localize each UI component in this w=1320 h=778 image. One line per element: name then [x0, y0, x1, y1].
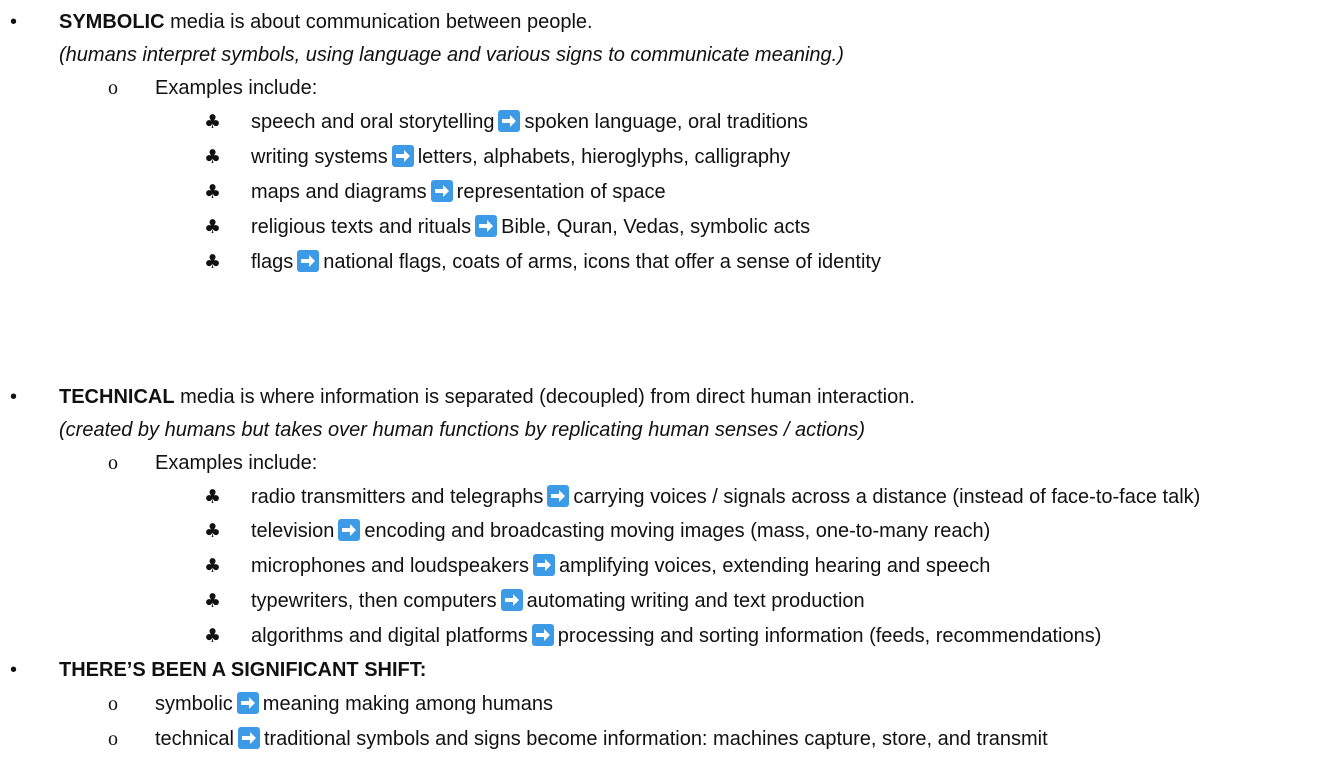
item-left: flags [251, 251, 294, 273]
item-left: technical [155, 728, 234, 750]
bullet-marker: • [10, 386, 18, 408]
right-arrow-icon [237, 692, 259, 714]
technical-note: (created by humans but takes over human functions by replicating human senses / actions) [59, 419, 865, 441]
right-arrow-icon [392, 145, 414, 167]
item-left: radio transmitters and telegraphs [251, 486, 544, 508]
circle-marker: o [108, 693, 118, 715]
item-left: algorithms and digital platforms [251, 625, 528, 647]
shift-heading: THERE’S BEEN A SIGNIFICANT SHIFT: [59, 659, 427, 681]
circle-marker: o [108, 452, 118, 474]
item-right: national flags, coats of arms, icons that offer a sense of identity [323, 251, 881, 273]
item-right: processing and sorting information (feeds, recommendations) [557, 625, 1102, 647]
item-right: traditional symbols and signs become information: machines capture, store, and transmit [263, 728, 1048, 750]
item-right: meaning making among humans [262, 693, 553, 715]
item-left: typewriters, then computers [251, 590, 497, 612]
item-left: writing systems [251, 146, 388, 168]
club-marker: ♣ [204, 216, 222, 238]
item-right: representation of space [456, 181, 666, 203]
club-marker: ♣ [204, 146, 222, 168]
club-marker: ♣ [204, 520, 222, 542]
club-marker: ♣ [204, 625, 222, 647]
item-left: religious texts and rituals [251, 216, 472, 238]
item-right: amplifying voices, extending hearing and speech [558, 555, 991, 577]
symbolic-note: (humans interpret symbols, using language and various signs to communicate meaning.) [59, 44, 844, 66]
circle-marker: o [108, 728, 118, 750]
technical-heading [59, 384, 915, 410]
right-arrow-icon [532, 624, 554, 646]
right-arrow-icon [338, 519, 360, 541]
technical-examples-label: Examples include: [155, 452, 318, 474]
club-marker: ♣ [204, 251, 222, 273]
symbolic-examples-label: Examples include: [155, 77, 318, 99]
right-arrow-icon [475, 215, 497, 237]
club-marker: ♣ [204, 111, 222, 133]
symbolic-heading-bold: SYMBOLIC [59, 11, 165, 33]
club-marker: ♣ [204, 181, 222, 203]
symbolic-heading [59, 9, 593, 35]
right-arrow-icon [533, 554, 555, 576]
club-marker: ♣ [204, 555, 222, 577]
symbolic-heading-rest: media is about communication between people. [164, 11, 593, 33]
technical-heading-rest: media is where information is separated (decoupled) from direct human interaction. [174, 386, 915, 408]
item-left: maps and diagrams [251, 181, 427, 203]
right-arrow-icon [431, 180, 453, 202]
item-left: microphones and loudspeakers [251, 555, 529, 577]
right-arrow-icon [238, 727, 260, 749]
right-arrow-icon [498, 110, 520, 132]
item-right: automating writing and text production [526, 590, 865, 612]
right-arrow-icon [547, 485, 569, 507]
right-arrow-icon [501, 589, 523, 611]
item-right: spoken language, oral traditions [524, 111, 809, 133]
club-marker: ♣ [204, 486, 222, 508]
item-left: speech and oral storytelling [251, 111, 495, 133]
item-left: symbolic [155, 693, 233, 715]
item-left: television [251, 520, 335, 542]
club-marker: ♣ [204, 590, 222, 612]
right-arrow-icon [297, 250, 319, 272]
item-right: Bible, Quran, Vedas, symbolic acts [501, 216, 811, 238]
bullet-marker: • [10, 659, 18, 681]
circle-marker: o [108, 77, 118, 99]
item-right: carrying voices / signals across a distance (instead of face-to-face talk) [573, 486, 1201, 508]
technical-heading-bold: TECHNICAL [59, 386, 175, 408]
item-right: letters, alphabets, hieroglyphs, calligraphy [417, 146, 791, 168]
item-right: encoding and broadcasting moving images (mass, one-to-many reach) [364, 520, 991, 542]
bullet-marker: • [10, 11, 18, 33]
